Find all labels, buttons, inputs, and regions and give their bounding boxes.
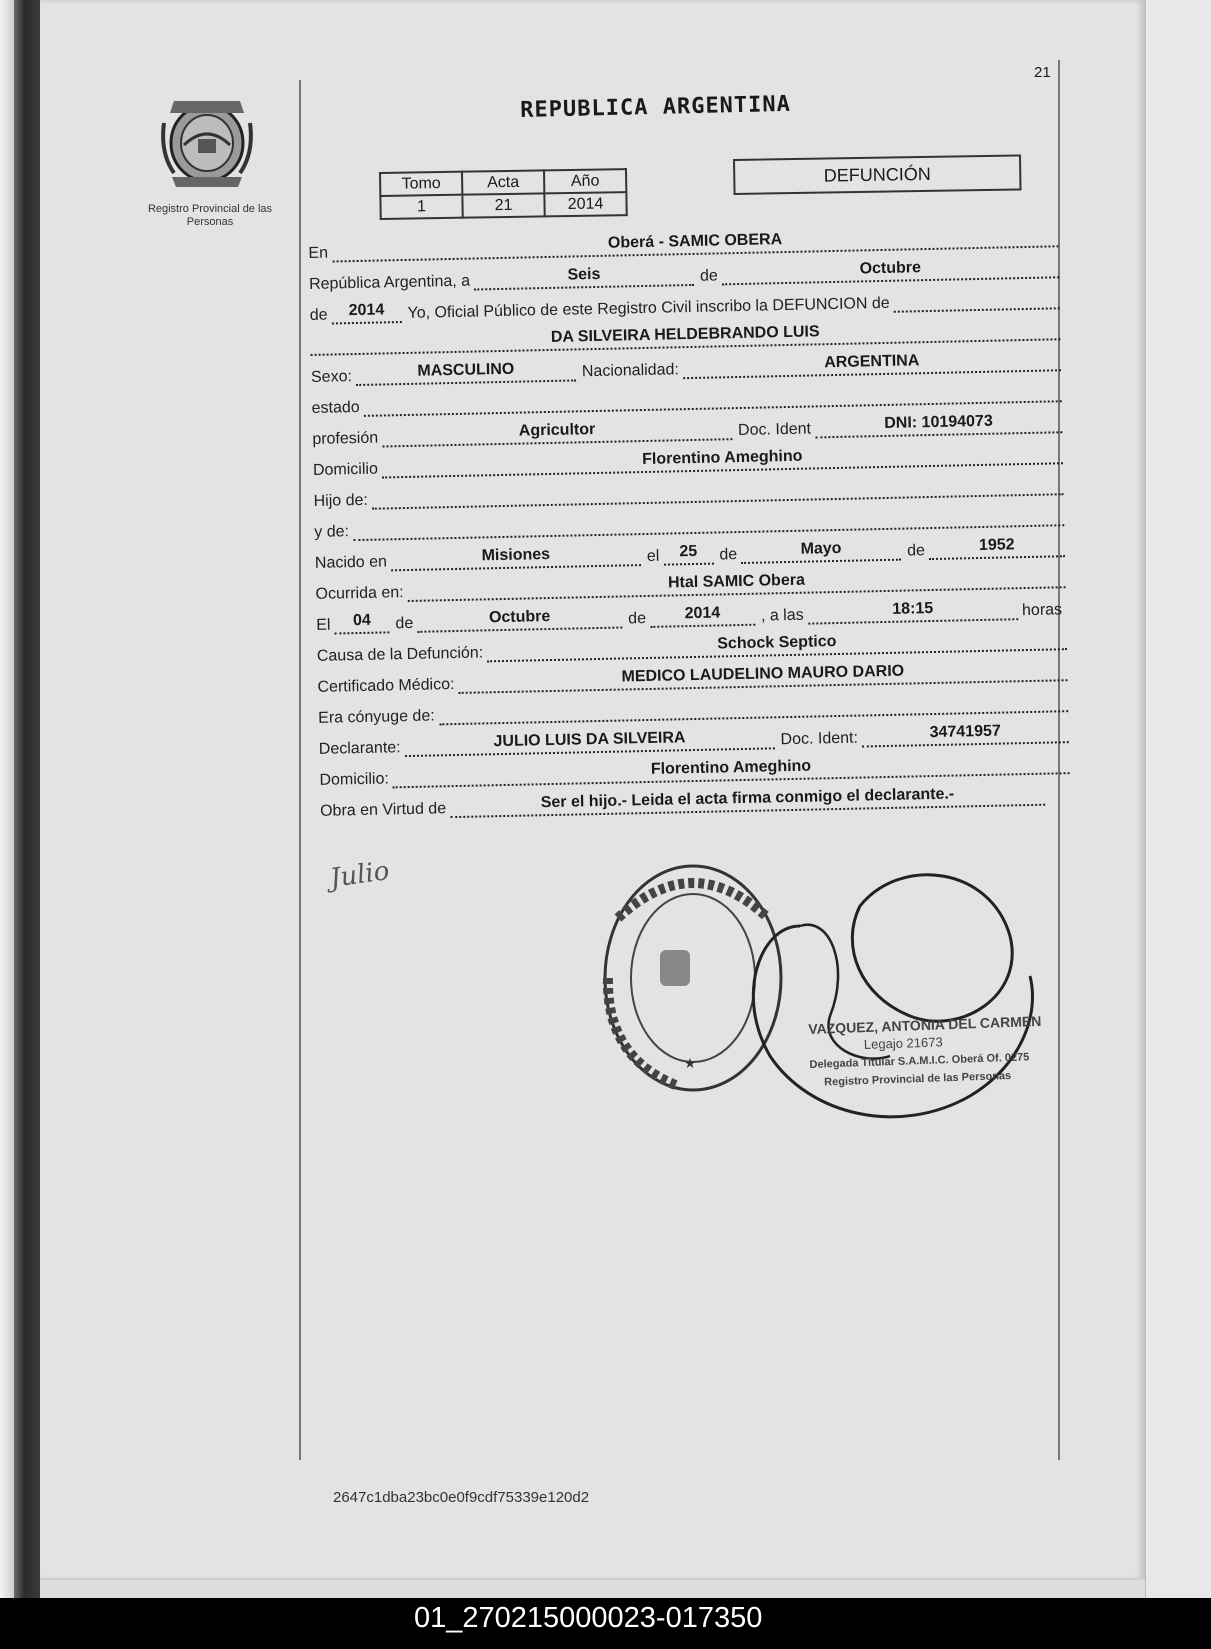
registry-name: Registro Provincial de las Personas: [147, 203, 273, 228]
label-nacionalidad: Nacionalidad:: [581, 361, 680, 381]
field-causa: Schock Septico: [487, 626, 1067, 662]
label-doc-ident: Doc. Ident: [737, 420, 812, 440]
field-domicilio: Florentino Ameghino: [382, 440, 1063, 478]
label-republica: República Argentina, a: [308, 272, 471, 293]
field-dia-palabra: Seis: [474, 262, 694, 291]
label-en: En: [308, 244, 329, 262]
official-legajo: Legajo 21673: [863, 1034, 943, 1053]
document-title: REPUBLICA ARGENTINA: [520, 91, 792, 123]
label-profesion: profesión: [312, 429, 379, 448]
label-de-anio-def: de: [628, 610, 647, 628]
official-name: VAZQUEZ, ANTONIA DEL CARMEN: [808, 1012, 1042, 1037]
document-hash: 2647c1dba23bc0e0f9cdf75339e120d2: [333, 1489, 590, 1506]
field-mes-nacimiento: Mayo: [741, 537, 901, 564]
field-ocurrida: Htal SAMIC Obera: [407, 564, 1065, 602]
header-tomo: Tomo: [380, 172, 462, 196]
left-margin: [0, 0, 14, 1598]
binding-edge: [14, 0, 40, 1598]
label-oficial: Yo, Oficial Público de este Registro Civil inscribo la DEFUNCION de: [407, 294, 890, 322]
record-value-row: [380, 192, 626, 219]
field-nombre-fallecido: DA SILVEIRA HELDEBRANDO LUIS: [310, 316, 1060, 356]
official-stamp: [808, 1012, 1043, 1092]
record-table: [379, 168, 628, 220]
label-de-anio: de: [309, 306, 328, 324]
left-frame-line: [299, 80, 301, 1460]
value-anio: 2014: [544, 192, 626, 216]
field-anio-defuncion: 2014: [650, 602, 755, 628]
official-cargo: Delegada Titular S.A.M.I.C. Oberá Of. 0275: [809, 1051, 1030, 1071]
label-de-mes: de: [719, 546, 738, 564]
official-signature-icon: [740, 866, 1050, 1146]
label-estado: estado: [311, 398, 360, 417]
record-type-box: DEFUNCIÓN: [733, 154, 1022, 195]
label-sexo: Sexo:: [310, 368, 353, 386]
label-horas: horas: [1021, 601, 1063, 620]
field-profesion: Agricultor: [382, 416, 732, 447]
field-sexo: MASCULINO: [356, 357, 576, 386]
field-oficial-blank: [893, 285, 1059, 312]
label-causa: Causa de la Defunción:: [316, 644, 484, 665]
declarant-signature: Julio: [328, 856, 392, 894]
province-crest-icon: [160, 93, 254, 189]
label-de-mes-def: de: [395, 614, 414, 633]
field-doc-declarante: 34741957: [862, 719, 1069, 747]
label-nacido: Nacido en: [314, 553, 388, 572]
field-dni: DNI: 10194073: [815, 409, 1063, 438]
header-anio: Año: [544, 169, 626, 193]
label-declarante: Declarante:: [318, 739, 401, 758]
field-obra: Ser el hijo.- Leida el acta firma conmigo el declarante.-: [450, 782, 1045, 818]
field-lugar-nacimiento: Misiones: [391, 542, 641, 571]
label-domicilio-2: Domicilio:: [319, 770, 389, 789]
field-dia-defuncion: 04: [334, 609, 389, 634]
value-acta: 21: [462, 193, 544, 217]
label-a-las: , a las: [760, 606, 804, 625]
field-anio-nacimiento: 1952: [929, 533, 1065, 560]
footer-id: 01_270215000023-017350: [414, 1602, 763, 1634]
bottom-edge: [40, 1578, 1145, 1580]
header-acta: Acta: [462, 170, 544, 194]
official-registro: Registro Provincial de las Personas: [823, 1069, 1012, 1089]
right-margin: [1145, 0, 1211, 1598]
label-el-dia: El: [316, 616, 331, 634]
label-el: el: [646, 547, 660, 565]
label-doc-ident-2: Doc. Ident:: [780, 729, 859, 749]
label-hijo: Hijo de:: [313, 491, 369, 510]
field-mes-defuncion: Octubre: [417, 605, 622, 633]
svg-text:★: ★: [683, 1055, 697, 1071]
label-obra: Obra en Virtud de: [319, 800, 447, 820]
label-de: de: [699, 267, 718, 285]
page-number: 21: [1034, 64, 1051, 81]
field-dia-nacimiento: 25: [663, 541, 713, 566]
field-hora: 18:15: [807, 596, 1018, 624]
label-de-anio-nac: de: [906, 542, 926, 560]
field-declarante: JULIO LUIS DA SILVEIRA: [404, 725, 774, 757]
field-mes-palabra: Octubre: [722, 254, 1060, 285]
label-certificado: Certificado Médico:: [317, 676, 455, 696]
field-lugar: Oberá - SAMIC OBERA: [332, 223, 1059, 262]
label-domicilio: Domicilio: [312, 460, 379, 479]
field-anio-inscripcion: 2014: [331, 299, 401, 324]
value-tomo: 1: [380, 195, 462, 219]
label-y-de: y de:: [314, 523, 350, 541]
field-certificado: MEDICO LAUDELINO MAURO DARIO: [458, 657, 1067, 694]
label-ocurrida: Ocurrida en:: [315, 584, 404, 603]
field-domicilio-declarante: Florentino Ameghino: [393, 750, 1070, 788]
field-nacionalidad: ARGENTINA: [683, 347, 1062, 379]
label-conyuge: Era cónyuge de:: [318, 707, 435, 727]
